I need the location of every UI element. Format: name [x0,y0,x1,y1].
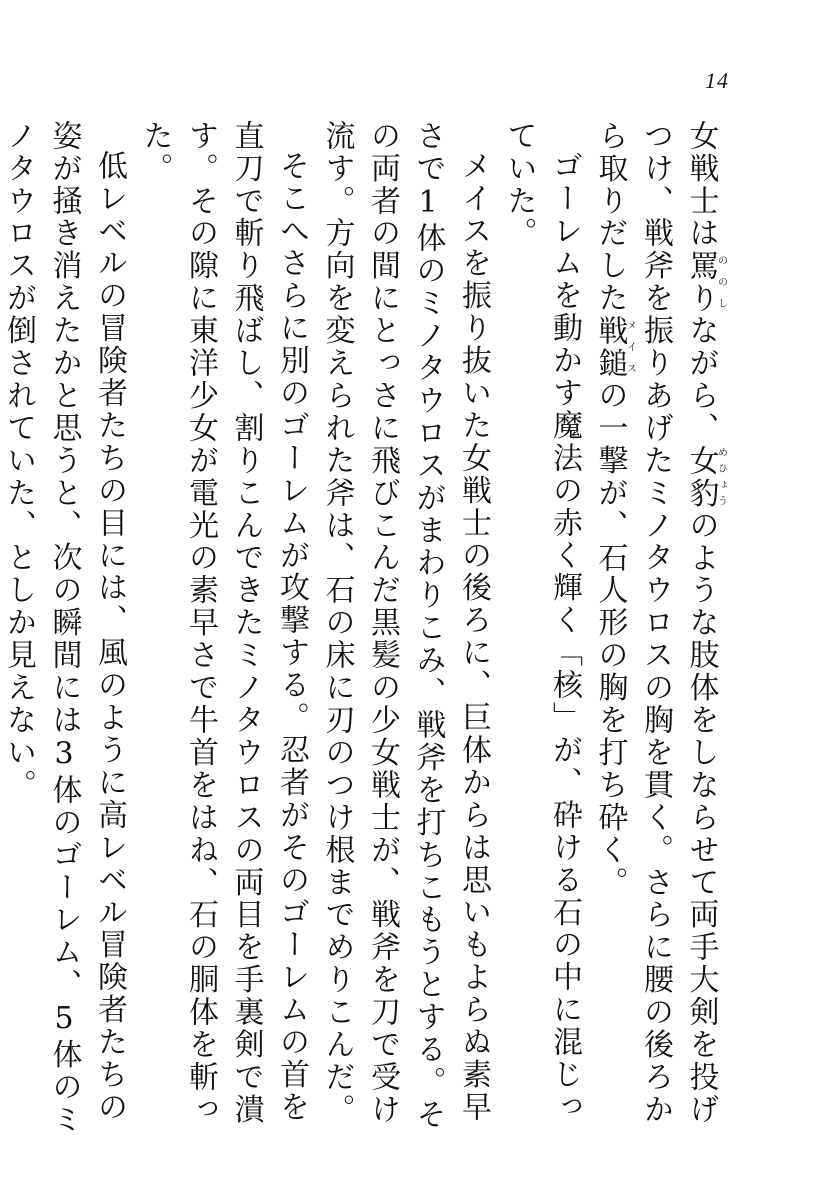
text-segment: ゴーレムを動かす魔法の赤く輝く「核」が、砕ける石の中に混じっていた。 [501,120,582,1124]
ruby-annotated-word [683,444,727,510]
paragraph [314,120,496,1140]
text-segment: ながら、 [683,314,719,445]
text-segment: 女戦士は [683,120,719,250]
ruby-annotated-word [683,249,727,315]
paragraph [0,120,132,1140]
page-number: 14 [705,68,729,93]
body-text [1,120,727,1140]
ruby-annotated-word [592,314,636,380]
text-segment: のような肢体をしならせて両手大剣を投げつけ、戦斧を振りあげたミノタウロスの胸を貫く。さらに腰の後ろから取りだした [592,120,719,1126]
text-segment: 低レベルの冒険者たちの目には、風のように高レベル冒険者たちの姿が掻き消えたかと思うと、次の瞬間には3体のゴーレム、5体のミノタウロスが倒されていた、としか見えない。 [1,120,127,1136]
paragraph [496,120,587,1140]
ruby-reading: ののし [715,249,727,315]
text-segment: メイスを振り抜いた女戦士の後ろに、巨体からは思いもよらぬ素早さで1体のミノタウロスがまわりこみ、戦斧を打ちこもうとする。その両者の間にとっさに飛びこんだ黒髪の少女戦士が、戦斧を刀で受け流す。方向を変えられた斧は、石の床に刃のつけ根までめりこんだ。 [319,120,491,1131]
ruby-reading: めひょう [715,444,727,510]
paragraph [587,120,726,1140]
ruby-base: 戦鎚 [592,314,628,380]
ruby-reading: メイス [624,314,636,380]
text-segment: そこへさらに別のゴーレムが攻撃する。忍者がそのゴーレムの首を直刀で斬り飛ばし、割りこんできたミノタウロスの両目を手裏剣で潰す。その隙に東洋少女が電光の素早さで牛首をはね、石の胴体を斬った。 [137,120,309,1126]
text-segment: の一撃が、石人形の胸を打ち砕く。 [592,379,628,899]
ruby-base: 女豹 [683,444,719,510]
paragraph [132,120,314,1140]
ruby-base: 罵り [683,249,719,315]
